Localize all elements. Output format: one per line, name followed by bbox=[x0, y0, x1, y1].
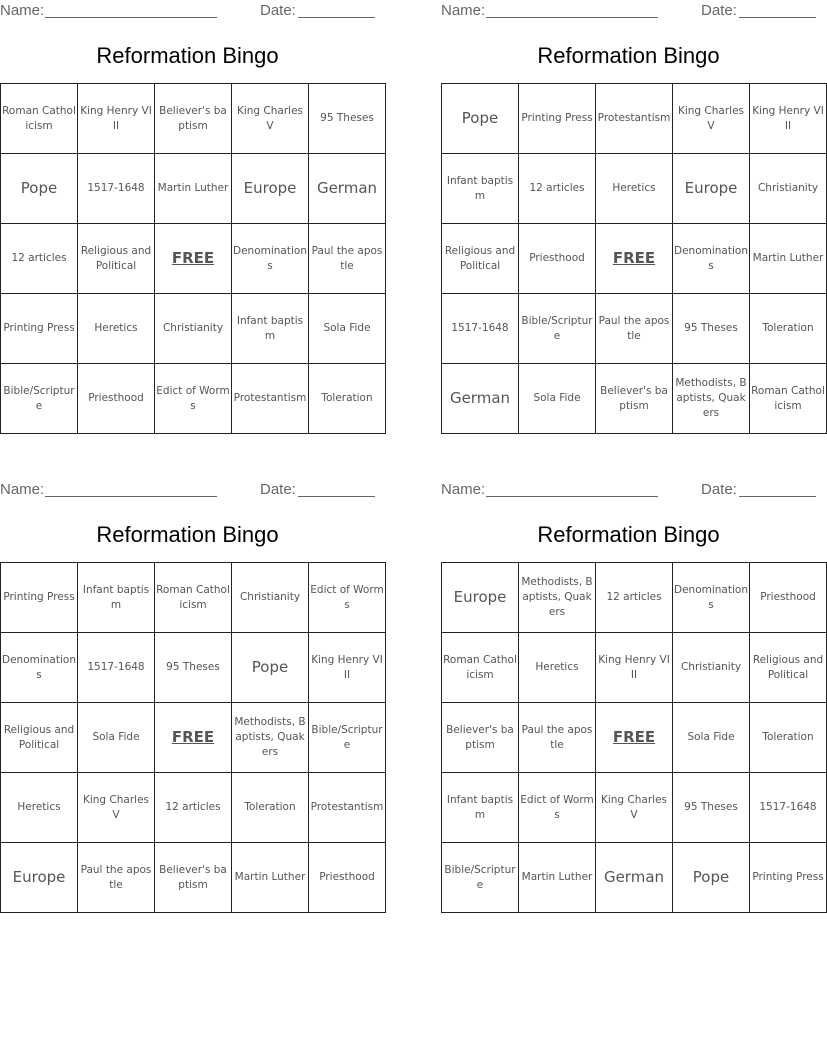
bingo-row bbox=[442, 633, 827, 703]
bingo-cell: Europe bbox=[1, 843, 78, 913]
bingo-cell: Christianity bbox=[673, 633, 750, 703]
bingo-row bbox=[1, 84, 386, 154]
bingo-cell: Priesthood bbox=[519, 224, 596, 294]
bingo-cell: Paul the apostle bbox=[596, 294, 673, 364]
bingo-grid bbox=[0, 83, 386, 434]
bingo-cell: 95 Theses bbox=[673, 773, 750, 843]
bingo-row bbox=[1, 364, 386, 434]
name-label: Name: bbox=[0, 2, 45, 19]
bingo-cell: Protestantism bbox=[596, 84, 673, 154]
bingo-cell: Methodists, Baptists, Quakers bbox=[519, 563, 596, 633]
bingo-cell: Printing Press bbox=[519, 84, 596, 154]
bingo-cell: Heretics bbox=[78, 294, 155, 364]
bingo-row bbox=[1, 563, 386, 633]
bingo-cell: Sola Fide bbox=[309, 294, 386, 364]
bingo-cell: Heretics bbox=[1, 773, 78, 843]
bingo-cell: Edict of Worms bbox=[309, 563, 386, 633]
name-label: Name: bbox=[0, 481, 45, 498]
date-label: Date: bbox=[701, 2, 737, 19]
date-label: Date: bbox=[260, 481, 296, 498]
bingo-row bbox=[1, 154, 386, 224]
bingo-card-1 bbox=[0, 0, 383, 436]
date-blank-line bbox=[739, 496, 816, 497]
bingo-row bbox=[442, 224, 827, 294]
card-title: Reformation Bingo bbox=[96, 43, 279, 68]
bingo-cell: Paul the apostle bbox=[78, 843, 155, 913]
bingo-cell: Believer's baptism bbox=[155, 843, 232, 913]
bingo-cell: 95 Theses bbox=[309, 84, 386, 154]
bingo-cell: Pope bbox=[1, 154, 78, 224]
bingo-cell: Religious and Political bbox=[78, 224, 155, 294]
bingo-cell: Martin Luther bbox=[750, 224, 827, 294]
name-label: Name: bbox=[441, 481, 486, 498]
bingo-cell: Protestantism bbox=[232, 364, 309, 434]
bingo-cell: Roman Catholicism bbox=[1, 84, 78, 154]
bingo-cell: Religious and Political bbox=[1, 703, 78, 773]
free-space-cell: FREE bbox=[596, 703, 673, 773]
bingo-cell: Religious and Political bbox=[750, 633, 827, 703]
bingo-cell: Christianity bbox=[750, 154, 827, 224]
bingo-row bbox=[1, 294, 386, 364]
card-header bbox=[0, 479, 375, 501]
bingo-cell: Toleration bbox=[309, 364, 386, 434]
bingo-row bbox=[442, 563, 827, 633]
bingo-cell: Believer's baptism bbox=[442, 703, 519, 773]
bingo-cell: King Henry VIII bbox=[309, 633, 386, 703]
bingo-card-3 bbox=[0, 479, 384, 915]
free-space-cell: FREE bbox=[155, 224, 232, 294]
bingo-cell: Pope bbox=[442, 84, 519, 154]
bingo-row bbox=[442, 773, 827, 843]
bingo-row bbox=[442, 703, 827, 773]
bingo-cell: Methodists, Baptists, Quakers bbox=[232, 703, 309, 773]
bingo-cell: 95 Theses bbox=[673, 294, 750, 364]
card-header bbox=[0, 0, 375, 22]
bingo-cell: Europe bbox=[673, 154, 750, 224]
bingo-row bbox=[442, 84, 827, 154]
bingo-cell: Europe bbox=[442, 563, 519, 633]
free-space-cell: FREE bbox=[596, 224, 673, 294]
bingo-row bbox=[1, 843, 386, 913]
bingo-cell: German bbox=[442, 364, 519, 434]
bingo-cell: 12 articles bbox=[155, 773, 232, 843]
bingo-cell: Christianity bbox=[155, 294, 232, 364]
bingo-row bbox=[1, 224, 386, 294]
bingo-cell: 12 articles bbox=[1, 224, 78, 294]
bingo-cell: Printing Press bbox=[1, 294, 78, 364]
bingo-cell: King Henry VIII bbox=[750, 84, 827, 154]
bingo-cell: King Charles V bbox=[78, 773, 155, 843]
date-label: Date: bbox=[701, 481, 737, 498]
bingo-grid bbox=[441, 562, 827, 913]
bingo-cell: Paul the apostle bbox=[519, 703, 596, 773]
bingo-cell: Priesthood bbox=[750, 563, 827, 633]
bingo-row bbox=[442, 154, 827, 224]
bingo-cell: Denominations bbox=[673, 224, 750, 294]
bingo-cell: Denominations bbox=[232, 224, 309, 294]
bingo-cell: Printing Press bbox=[1, 563, 78, 633]
bingo-cell: Bible/Scripture bbox=[442, 843, 519, 913]
date-blank-line bbox=[739, 17, 816, 18]
bingo-card-2 bbox=[441, 0, 825, 436]
bingo-cell: Heretics bbox=[596, 154, 673, 224]
date-blank-line bbox=[298, 496, 375, 497]
bingo-cell: King Charles V bbox=[673, 84, 750, 154]
bingo-cell: Priesthood bbox=[78, 364, 155, 434]
bingo-cell: 1517-1648 bbox=[442, 294, 519, 364]
bingo-cell: Infant baptism bbox=[442, 154, 519, 224]
bingo-cell: Paul the apostle bbox=[309, 224, 386, 294]
date-label: Date: bbox=[260, 2, 296, 19]
card-title: Reformation Bingo bbox=[537, 522, 720, 547]
name-blank-line bbox=[45, 17, 217, 18]
bingo-cell: Martin Luther bbox=[232, 843, 309, 913]
bingo-cell: Toleration bbox=[232, 773, 309, 843]
date-blank-line bbox=[298, 17, 375, 18]
bingo-cell: King Henry VIII bbox=[596, 633, 673, 703]
bingo-cell: Methodists, Baptists, Quakers bbox=[673, 364, 750, 434]
bingo-row bbox=[1, 703, 386, 773]
bingo-cell: Martin Luther bbox=[155, 154, 232, 224]
bingo-cell: King Charles V bbox=[232, 84, 309, 154]
bingo-cell: Infant baptism bbox=[442, 773, 519, 843]
bingo-cell: Bible/Scripture bbox=[309, 703, 386, 773]
card-header bbox=[441, 479, 816, 501]
bingo-cell: Martin Luther bbox=[519, 843, 596, 913]
card-title: Reformation Bingo bbox=[96, 522, 279, 547]
bingo-cell: Edict of Worms bbox=[519, 773, 596, 843]
bingo-cell: Pope bbox=[673, 843, 750, 913]
bingo-row bbox=[442, 843, 827, 913]
bingo-cell: Bible/Scripture bbox=[519, 294, 596, 364]
bingo-cell: Europe bbox=[232, 154, 309, 224]
bingo-cell: Believer's baptism bbox=[596, 364, 673, 434]
bingo-cell: Denominations bbox=[673, 563, 750, 633]
bingo-row bbox=[442, 364, 827, 434]
name-blank-line bbox=[486, 496, 658, 497]
bingo-cell: Roman Catholicism bbox=[442, 633, 519, 703]
bingo-cell: Sola Fide bbox=[673, 703, 750, 773]
bingo-cell: Priesthood bbox=[309, 843, 386, 913]
bingo-cell: 12 articles bbox=[519, 154, 596, 224]
bingo-cell: Toleration bbox=[750, 294, 827, 364]
bingo-cell: Sola Fide bbox=[519, 364, 596, 434]
bingo-cell: German bbox=[596, 843, 673, 913]
bingo-cell: Roman Catholicism bbox=[750, 364, 827, 434]
bingo-cell: Religious and Political bbox=[442, 224, 519, 294]
bingo-cell: Infant baptism bbox=[232, 294, 309, 364]
bingo-cell: Protestantism bbox=[309, 773, 386, 843]
bingo-cell: Believer's baptism bbox=[155, 84, 232, 154]
bingo-card-4 bbox=[441, 479, 824, 915]
bingo-cell: Infant baptism bbox=[78, 563, 155, 633]
bingo-cell: Christianity bbox=[232, 563, 309, 633]
bingo-cell: 1517-1648 bbox=[78, 633, 155, 703]
bingo-cell: Edict of Worms bbox=[155, 364, 232, 434]
bingo-cell: Toleration bbox=[750, 703, 827, 773]
bingo-cell: Roman Catholicism bbox=[155, 563, 232, 633]
bingo-row bbox=[442, 294, 827, 364]
bingo-cell: King Charles V bbox=[596, 773, 673, 843]
bingo-grid bbox=[0, 562, 386, 913]
bingo-cell: 95 Theses bbox=[155, 633, 232, 703]
name-label: Name: bbox=[441, 2, 486, 19]
bingo-cell: Pope bbox=[232, 633, 309, 703]
bingo-grid bbox=[441, 83, 827, 434]
card-header bbox=[441, 0, 816, 22]
bingo-cell: 1517-1648 bbox=[78, 154, 155, 224]
bingo-row bbox=[1, 633, 386, 703]
bingo-cell: Denominations bbox=[1, 633, 78, 703]
bingo-cell: Heretics bbox=[519, 633, 596, 703]
free-space-cell: FREE bbox=[155, 703, 232, 773]
name-blank-line bbox=[486, 17, 658, 18]
bingo-cell: 12 articles bbox=[596, 563, 673, 633]
card-title: Reformation Bingo bbox=[537, 43, 720, 68]
bingo-cell: Bible/Scripture bbox=[1, 364, 78, 434]
bingo-cell: Sola Fide bbox=[78, 703, 155, 773]
name-blank-line bbox=[45, 496, 217, 497]
bingo-cell: Printing Press bbox=[750, 843, 827, 913]
bingo-cell: King Henry VIII bbox=[78, 84, 155, 154]
bingo-cell: German bbox=[309, 154, 386, 224]
bingo-cell: 1517-1648 bbox=[750, 773, 827, 843]
bingo-row bbox=[1, 773, 386, 843]
